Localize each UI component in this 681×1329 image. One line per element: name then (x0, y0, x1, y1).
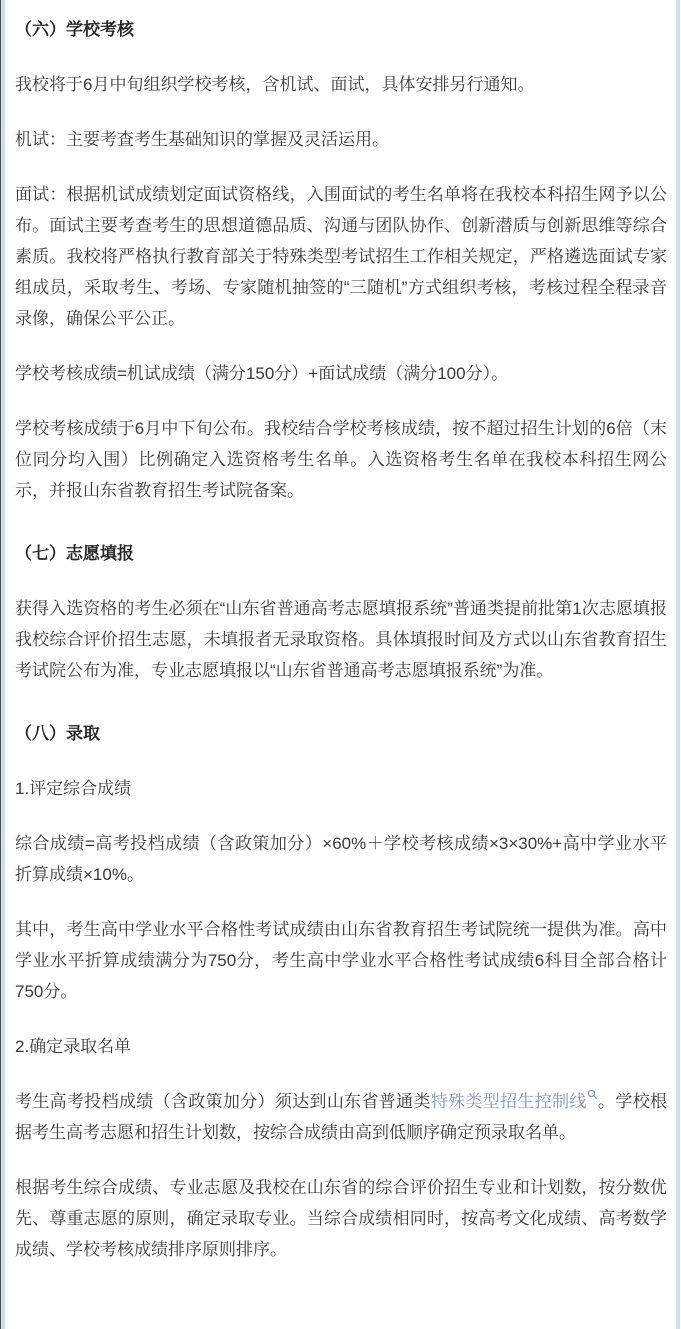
paragraph-with-link (15, 1086, 667, 1148)
subheading-composite-score: 1.评定综合成绩 (15, 779, 132, 798)
search-icon[interactable] (587, 1092, 598, 1103)
paragraph: 面试：根据机试成绩划定面试资格线，入围面试的考生名单将在我校本科招生网予以公布。面试主要考查考生的思想道德品质、沟通与团队协作、创新潜质与创新思维等综合素质。我校将严格执行教育部关于特殊类型考试招生工作相关规定，严格遴选面试专家组成员，采取考生、考场、专家随机抽签的“三随机”方式组织考核，考核过程全程录音录像，确保公平公正。 (15, 185, 667, 328)
paragraph: 其中，考生高中学业水平合格性考试成绩由山东省教育招生考试院统一提供为准。高中学业水平折算成绩满分为750分，考生高中学业水平合格性考试成绩6科目全部合格计750分。 (15, 920, 667, 1001)
section-heading-application: （七）志愿填报 (15, 544, 134, 563)
section-heading-school-assessment: （六）学校考核 (15, 20, 134, 39)
paragraph-formula-school-score: 学校考核成绩=机试成绩（满分150分）+面试成绩（满分100分）。 (15, 364, 509, 383)
special-type-control-line-link[interactable]: 特殊类型招生控制线 (430, 1092, 587, 1111)
subheading-admission-list: 2.确定录取名单 (15, 1037, 132, 1056)
paragraph: 获得入选资格的考生必须在“山东省普通高考志愿填报系统”普通类提前批第1次志愿填报我校综合评价招生志愿，未填报者无录取资格。具体填报时间及方式以山东省教育招生考试院公布为准，专业志愿填报以“山东省普通高考志愿填报系统”为准。 (15, 599, 667, 680)
page-right-margin-strip (676, 0, 680, 1329)
link-paragraph-after: 。学校根据考生高考志愿和招生计划数，按综合成绩由高到低顺序确定预录取名单。 (15, 1092, 668, 1142)
section-heading-admission: （八）录取 (15, 724, 100, 743)
page-left-margin-strip (1, 0, 5, 1329)
paragraph: 我校将于6月中旬组织学校考核，含机试、面试，具体安排另行通知。 (15, 75, 535, 94)
paragraph-formula-composite-score: 综合成绩=高考投档成绩（含政策加分）×60%＋学校考核成绩×3×30%+高中学业水平折算成绩×10%。 (15, 834, 667, 884)
paragraph: 学校考核成绩于6月中下旬公布。我校结合学校考核成绩，按不超过招生计划的6倍（末位同分均入围）比例确定入选资格考生名单。入选资格考生名单在我校本科招生网公示，并报山东省教育招生考试院备案。 (15, 419, 667, 500)
link-paragraph-before: 考生高考投档成绩（含政策加分）须达到山东省普通类 (15, 1092, 431, 1111)
paragraph: 根据考生综合成绩、专业志愿及我校在山东省的综合评价招生专业和计划数，按分数优先、尊重志愿的原则，确定录取专业。当综合成绩相同时，按高考文化成绩、高考数学成绩、学校考核成绩排序原则排序。 (15, 1178, 667, 1259)
paragraph: 机试：主要考查考生基础知识的掌握及灵活运用。 (15, 130, 389, 149)
